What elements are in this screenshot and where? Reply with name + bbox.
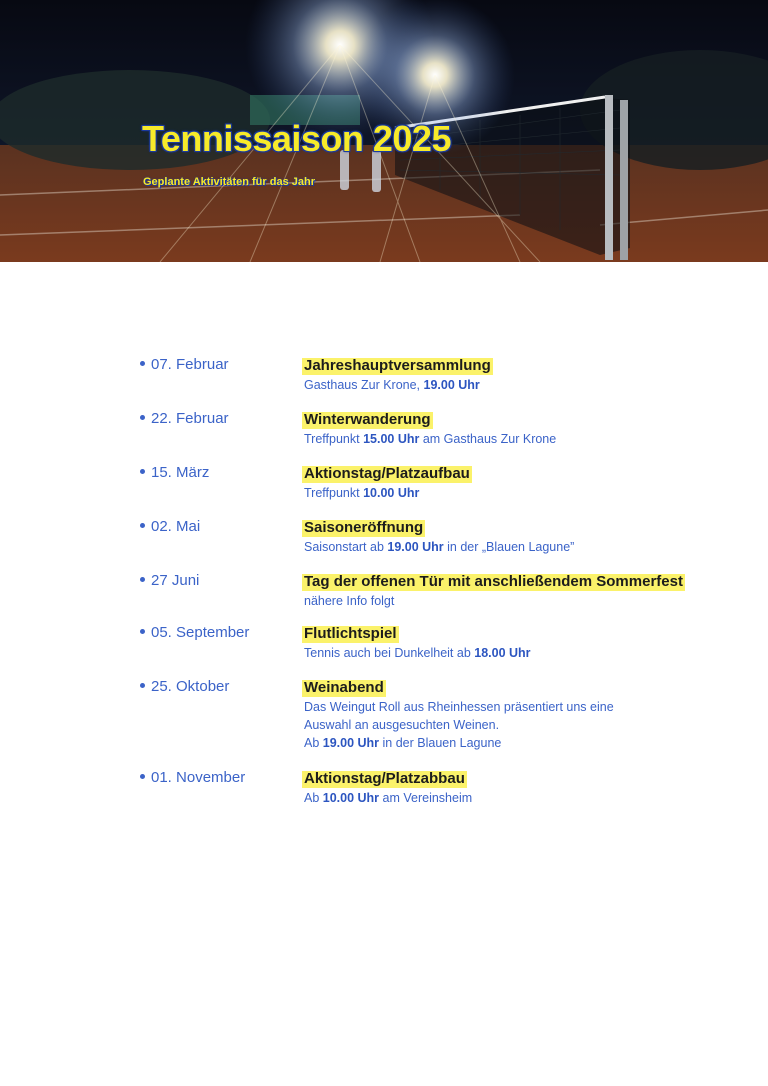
event-text: Gasthaus Zur Krone, — [304, 378, 424, 392]
bullet-dot-icon — [140, 361, 145, 366]
event-date — [140, 572, 199, 589]
bullet-dot-icon — [140, 523, 145, 528]
event-text: Saisonstart ab — [304, 540, 388, 554]
event-time: 19.00 Uhr — [423, 378, 480, 392]
event-text: am Gasthaus Zur Krone — [419, 432, 557, 446]
event-title: Weinabend — [304, 679, 384, 696]
event-description-line — [304, 734, 744, 752]
event-time: 19.00 Uhr — [387, 540, 444, 554]
event-date — [140, 410, 229, 427]
bullet-dot-icon — [140, 683, 145, 688]
event-text: Treffpunkt — [304, 432, 364, 446]
event-time: 15.00 Uhr — [363, 432, 420, 446]
event-time: 10.00 Uhr — [322, 791, 380, 805]
event-details — [304, 678, 744, 752]
event-text: Treffpunkt — [304, 486, 364, 500]
event-date — [140, 518, 200, 535]
event-description-line — [304, 592, 744, 610]
event-details — [304, 769, 744, 807]
event-description-line — [304, 644, 744, 662]
event-text: nähere Info folgt — [304, 594, 395, 608]
event-description-line — [304, 789, 744, 807]
event-date — [140, 769, 245, 786]
event-time: 19.00 Uhr — [322, 736, 380, 750]
event-title: Winterwanderung — [304, 411, 431, 428]
event-date — [140, 464, 209, 481]
page-subtitle: Geplante Aktivitäten für das Jahr — [143, 176, 315, 188]
event-description-line — [304, 538, 744, 556]
event-title: Aktionstag/Platzabbau — [304, 770, 465, 787]
event-title: Saisoneröffnung — [304, 519, 424, 536]
event-date — [140, 678, 229, 695]
event-date — [140, 356, 229, 373]
bullet-dot-icon — [140, 415, 145, 420]
event-text: Das Weingut Roll aus Rheinhessen präsentiert uns eine — [304, 700, 614, 714]
event-text: Tennis auch bei Dunkelheit ab — [304, 646, 475, 660]
event-details — [304, 410, 744, 448]
event-text: am Vereinsheim — [379, 791, 473, 805]
event-details — [304, 356, 744, 394]
event-date-text: 07. Februar — [151, 356, 229, 373]
event-date-text: 22. Februar — [151, 410, 229, 427]
event-description-line — [304, 430, 744, 448]
event-title: Flutlichtspiel — [304, 625, 397, 642]
header-banner — [0, 0, 768, 262]
event-date — [140, 624, 249, 641]
event-details — [304, 464, 744, 502]
event-time: 10.00 Uhr — [363, 486, 420, 500]
page-title: Tennissaison 2025 — [142, 118, 451, 159]
bullet-dot-icon — [140, 469, 145, 474]
event-date-text: 02. Mai — [151, 518, 201, 535]
event-description-line — [304, 698, 744, 716]
event-text: Ab — [304, 791, 323, 805]
bullet-dot-icon — [140, 774, 145, 779]
event-description-line — [304, 484, 744, 502]
event-details — [304, 572, 744, 610]
event-date-text: 15. März — [151, 464, 210, 481]
event-title: Jahreshauptversammlung — [304, 357, 491, 374]
event-description-line — [304, 376, 744, 394]
event-date-text: 05. September — [151, 624, 250, 641]
event-title: Aktionstag/Platzaufbau — [304, 465, 470, 482]
event-text: in der Blauen Lagune — [379, 736, 502, 750]
event-details — [304, 518, 744, 556]
event-text: Auswahl an ausgesuchten Weinen. — [304, 718, 500, 732]
event-date-text: 27 Juni — [151, 572, 200, 589]
event-description-line — [304, 716, 744, 734]
event-details — [304, 624, 744, 662]
bullet-dot-icon — [140, 629, 145, 634]
event-text: in der „Blauen Lagune” — [443, 540, 575, 554]
event-date-text: 01. November — [151, 769, 246, 786]
event-time: 18.00 Uhr — [474, 646, 531, 660]
event-date-text: 25. Oktober — [151, 678, 230, 695]
event-text: Ab — [304, 736, 323, 750]
bullet-dot-icon — [140, 577, 145, 582]
event-title: Tag der offenen Tür mit anschließendem Sommerfest — [304, 573, 683, 590]
